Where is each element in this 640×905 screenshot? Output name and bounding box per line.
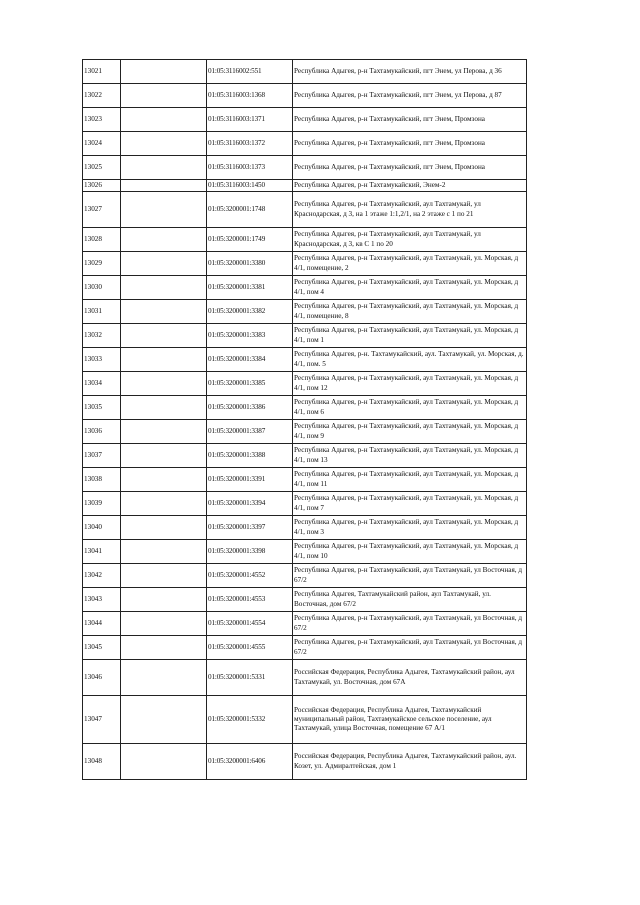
empty-cell: [121, 348, 207, 372]
address: Республика Адыгея, р-н Тахтамукайский, аул Тахтамукай, ул. Морская, д 4/1, пом 4: [293, 276, 527, 300]
table-row: [83, 132, 527, 156]
empty-cell: [121, 252, 207, 276]
empty-cell: [121, 396, 207, 420]
empty-cell: [121, 132, 207, 156]
address: Республика Адыгея, р-н Тахтамукайский, аул Тахтамукай, ул. Морская, д 4/1, пом 13: [293, 444, 527, 468]
empty-cell: [121, 372, 207, 396]
cadastral-number: 01:05:3200001:3394: [207, 492, 293, 516]
empty-cell: [121, 156, 207, 180]
empty-cell: [121, 612, 207, 636]
address: Республика Адыгея, р-н Тахтамукайский, аул Тахтамукай, ул. Морская, д 4/1, пом 1: [293, 324, 527, 348]
table-row: [83, 276, 527, 300]
address: Республика Адыгея, р-н Тахтамукайский, аул Тахтамукай, ул Краснодарская, д 3, кв С 1 по 20: [293, 228, 527, 252]
row-number: 13028: [83, 228, 121, 252]
table-row: [83, 228, 527, 252]
table-row: [83, 492, 527, 516]
row-number: 13033: [83, 348, 121, 372]
row-number: 13022: [83, 84, 121, 108]
cadastral-number: 01:05:3200001:4553: [207, 588, 293, 612]
address: Республика Адыгея, р-н Тахтамукайский, аул Тахтамукай, ул. Морская, д 4/1, пом 3: [293, 516, 527, 540]
address: Республика Адыгея, р-н Тахтамукайский, аул Тахтамукай, ул Восточная, д 67/2: [293, 636, 527, 660]
address: Республика Адыгея, р-н Тахтамукайский, аул Тахтамукай, ул. Морская, д 4/1, пом 9: [293, 420, 527, 444]
cadastral-number: 01:05:3116003:1373: [207, 156, 293, 180]
row-number: 13035: [83, 396, 121, 420]
cadastral-number: 01:05:3116003:1450: [207, 180, 293, 192]
address: Республика Адыгея, Тахтамукайский район, аул Тахтамукай, ул. Восточная, дом 67/2: [293, 588, 527, 612]
address: Республика Адыгея, р-н Тахтамукайский, Энем-2: [293, 180, 527, 192]
cadastral-number: 01:05:3200001:3387: [207, 420, 293, 444]
row-number: 13046: [83, 660, 121, 696]
empty-cell: [121, 540, 207, 564]
empty-cell: [121, 60, 207, 84]
empty-cell: [121, 324, 207, 348]
address: Республика Адыгея, р-н Тахтамукайский, аул Тахтамукай, ул. Морская, д 4/1, пом 11: [293, 468, 527, 492]
table-row: [83, 108, 527, 132]
row-number: 13037: [83, 444, 121, 468]
row-number: 13042: [83, 564, 121, 588]
empty-cell: [121, 516, 207, 540]
empty-cell: [121, 300, 207, 324]
empty-cell: [121, 696, 207, 744]
cadastral-number: 01:05:3200001:3398: [207, 540, 293, 564]
address: Республика Адыгея, р-н. Тахтамукайский, аул. Тахтамукай, ул. Морская, д. 4/1, пом. 5: [293, 348, 527, 372]
row-number: 13043: [83, 588, 121, 612]
empty-cell: [121, 564, 207, 588]
table-row: [83, 60, 527, 84]
empty-cell: [121, 228, 207, 252]
table-row: [83, 444, 527, 468]
empty-cell: [121, 468, 207, 492]
address: Республика Адыгея, р-н Тахтамукайский, пгт Энем, Промзона: [293, 156, 527, 180]
table-row: [83, 588, 527, 612]
cadastral-number: 01:05:3200001:3391: [207, 468, 293, 492]
table-row: [83, 636, 527, 660]
table-row: [83, 372, 527, 396]
empty-cell: [121, 636, 207, 660]
empty-cell: [121, 180, 207, 192]
registry-table: [82, 59, 527, 780]
table-row: [83, 564, 527, 588]
row-number: 13036: [83, 420, 121, 444]
row-number: 13021: [83, 60, 121, 84]
address: Российская Федерация, Республика Адыгея, Тахтамукайский район, аул Тахтамукай, ул. Восточная, дом 67А: [293, 660, 527, 696]
address: Республика Адыгея, р-н Тахтамукайский, аул Тахтамукай, ул. Морская, д 4/1, помещение, 8: [293, 300, 527, 324]
cadastral-number: 01:05:3200001:3380: [207, 252, 293, 276]
table-row: [83, 696, 527, 744]
cadastral-number: 01:05:3200001:3397: [207, 516, 293, 540]
row-number: 13027: [83, 192, 121, 228]
cadastral-number: 01:05:3200001:5331: [207, 660, 293, 696]
row-number: 13024: [83, 132, 121, 156]
table-row: [83, 744, 527, 780]
registry-table-body: [83, 60, 527, 780]
row-number: 13047: [83, 696, 121, 744]
table-row: [83, 84, 527, 108]
cadastral-number: 01:05:3200001:3386: [207, 396, 293, 420]
table-row: [83, 516, 527, 540]
address: Республика Адыгея, р-н Тахтамукайский, пгт Энем, Промзона: [293, 132, 527, 156]
cadastral-number: 01:05:3200001:4552: [207, 564, 293, 588]
row-number: 13034: [83, 372, 121, 396]
empty-cell: [121, 744, 207, 780]
table-row: [83, 420, 527, 444]
address: Республика Адыгея, р-н Тахтамукайский, пгт Энем, ул Перова, д 36: [293, 60, 527, 84]
address: Республика Адыгея, р-н Тахтамукайский, пгт Энем, ул Перова, д 87: [293, 84, 527, 108]
row-number: 13026: [83, 180, 121, 192]
row-number: 13041: [83, 540, 121, 564]
table-row: [83, 468, 527, 492]
cadastral-number: 01:05:3200001:3384: [207, 348, 293, 372]
empty-cell: [121, 108, 207, 132]
table-row: [83, 348, 527, 372]
empty-cell: [121, 84, 207, 108]
empty-cell: [121, 276, 207, 300]
empty-cell: [121, 420, 207, 444]
row-number: 13039: [83, 492, 121, 516]
address: Республика Адыгея, р-н Тахтамукайский, аул Тахтамукай, ул Краснодарская, д 3, на 1 этаже 1:1,2/1, на 2 этаже с 1 по 21: [293, 192, 527, 228]
empty-cell: [121, 660, 207, 696]
row-number: 13029: [83, 252, 121, 276]
cadastral-number: 01:05:3116002:551: [207, 60, 293, 84]
address: Республика Адыгея, р-н Тахтамукайский, аул Тахтамукай, ул. Морская, д 4/1, пом 12: [293, 372, 527, 396]
row-number: 13038: [83, 468, 121, 492]
table-row: [83, 252, 527, 276]
table-row: [83, 300, 527, 324]
table-row: [83, 156, 527, 180]
cadastral-number: 01:05:3200001:3382: [207, 300, 293, 324]
row-number: 13025: [83, 156, 121, 180]
cadastral-number: 01:05:3200001:4555: [207, 636, 293, 660]
row-number: 13023: [83, 108, 121, 132]
address: Республика Адыгея, р-н Тахтамукайский, аул Тахтамукай, ул Восточная, д 67/2: [293, 612, 527, 636]
address: Российская Федерация, Республика Адыгея, Тахтамукайский район, аул. Козет, ул. Адмиралтейская, дом 1: [293, 744, 527, 780]
cadastral-number: 01:05:3116003:1368: [207, 84, 293, 108]
cadastral-number: 01:05:3116003:1372: [207, 132, 293, 156]
address: Российская Федерация, Республика Адыгея, Тахтамукайский муниципальный район, Тахтамукайское сельское поселение, аул Тахтамукай, улица Восточная, помещение 67 А/1: [293, 696, 527, 744]
empty-cell: [121, 444, 207, 468]
cadastral-number: 01:05:3200001:1748: [207, 192, 293, 228]
cadastral-number: 01:05:3200001:4554: [207, 612, 293, 636]
row-number: 13048: [83, 744, 121, 780]
cadastral-number: 01:05:3200001:1749: [207, 228, 293, 252]
table-row: [83, 192, 527, 228]
address: Республика Адыгея, р-н Тахтамукайский, аул Тахтамукай, ул Восточная, д 67/2: [293, 564, 527, 588]
cadastral-number: 01:05:3200001:3383: [207, 324, 293, 348]
cadastral-number: 01:05:3200001:3381: [207, 276, 293, 300]
table-row: [83, 324, 527, 348]
cadastral-number: 01:05:3200001:3388: [207, 444, 293, 468]
cadastral-number: 01:05:3200001:5332: [207, 696, 293, 744]
cadastral-number: 01:05:3200001:3385: [207, 372, 293, 396]
table-row: [83, 612, 527, 636]
row-number: 13031: [83, 300, 121, 324]
cadastral-number: 01:05:3200001:6406: [207, 744, 293, 780]
cadastral-number: 01:05:3116003:1371: [207, 108, 293, 132]
address: Республика Адыгея, р-н Тахтамукайский, пгт Энем, Промзона: [293, 108, 527, 132]
row-number: 13045: [83, 636, 121, 660]
address: Республика Адыгея, р-н Тахтамукайский, аул Тахтамукай, ул. Морская, д 4/1, пом 10: [293, 540, 527, 564]
row-number: 13044: [83, 612, 121, 636]
address: Республика Адыгея, р-н Тахтамукайский, аул Тахтамукай, ул. Морская, д 4/1, пом 6: [293, 396, 527, 420]
table-row: [83, 396, 527, 420]
table-row: [83, 540, 527, 564]
empty-cell: [121, 588, 207, 612]
empty-cell: [121, 192, 207, 228]
address: Республика Адыгея, р-н Тахтамукайский, аул Тахтамукай, ул. Морская, д 4/1, помещение, 2: [293, 252, 527, 276]
row-number: 13040: [83, 516, 121, 540]
table-row: [83, 660, 527, 696]
address: Республика Адыгея, р-н Тахтамукайский, аул Тахтамукай, ул. Морская, д 4/1, пом 7: [293, 492, 527, 516]
table-row: [83, 180, 527, 192]
empty-cell: [121, 492, 207, 516]
row-number: 13032: [83, 324, 121, 348]
row-number: 13030: [83, 276, 121, 300]
